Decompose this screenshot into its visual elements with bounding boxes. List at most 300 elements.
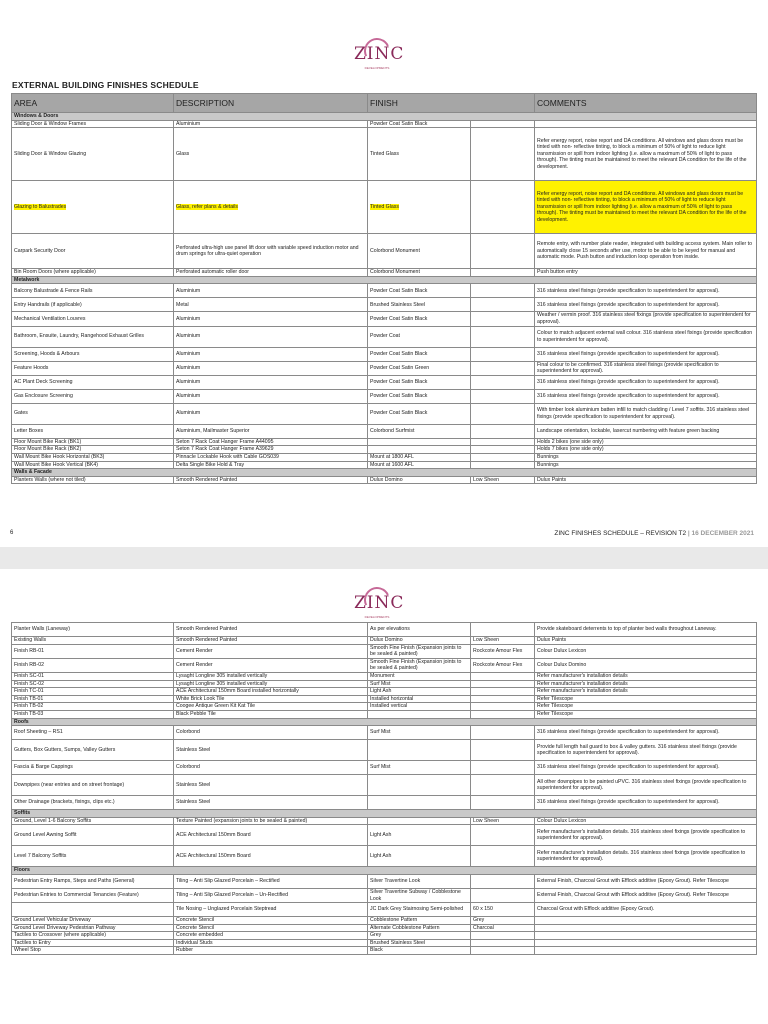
finish-cell: Dulux Domino [368, 476, 471, 484]
comments-cell: Holds 7 bikes (one side only) [535, 446, 757, 454]
description-cell: Aluminium [174, 312, 368, 326]
finish-extra-cell [471, 453, 535, 461]
finish-extra-cell [471, 234, 535, 269]
table-row [12, 637, 757, 645]
finish-extra-cell [471, 347, 535, 361]
comments-cell: Bunnings [535, 453, 757, 461]
finish-extra-cell: Low Sheen [471, 817, 535, 825]
finish-cell: Powder Coat Satin Black [368, 375, 471, 389]
description-cell: Seton 7 Rack Coat Hanger Frame A44095 [174, 438, 368, 446]
description-cell: Aluminium [174, 389, 368, 403]
zinc-logo [354, 587, 405, 627]
table-row [12, 672, 757, 680]
table-row [12, 269, 757, 277]
finish-extra-cell: Low Sheen [471, 476, 535, 484]
finish-extra-cell [471, 424, 535, 438]
logo-text: ZINC [354, 593, 405, 613]
area-cell: Existing Walls [12, 637, 174, 645]
description-cell: Delta Single Bike Hold & Tray [174, 461, 368, 469]
table-row [12, 817, 757, 825]
comments-cell [535, 924, 757, 932]
comments-cell: Colour Dulux Domino [535, 658, 757, 672]
comments-cell: Refer manufacturer's installation details. 316 stainless steel fixings (provide specification to superintendent for approval). [535, 825, 757, 846]
table-row [12, 825, 757, 846]
table-row [12, 703, 757, 711]
table-row [12, 424, 757, 438]
finish-cell: Brushed Stainless Steel [368, 939, 471, 947]
section-header-row [12, 718, 757, 726]
finishes-table-page-2 [11, 622, 757, 955]
table-row [12, 710, 757, 718]
comments-cell: Refer manufacturer's installation details [535, 672, 757, 680]
finish-cell [368, 181, 471, 234]
description-cell: White Brick Look Tile [174, 695, 368, 703]
area-cell [12, 903, 174, 917]
finish-extra-cell [471, 796, 535, 810]
column-header-description: DESCRIPTION [174, 94, 368, 113]
table-row [12, 446, 757, 454]
logo-subtext: DEVELOPMENTS [364, 66, 390, 70]
area-cell [12, 181, 174, 234]
comments-cell: Dulux Paints [535, 637, 757, 645]
description-cell: Cement Render [174, 658, 368, 672]
finish-cell: Smooth Fine Finish (Expansion joints to be sealed & painted) [368, 644, 471, 658]
table-row [12, 234, 757, 269]
area-cell: Ground Level Driveway Pedestrian Pathway [12, 924, 174, 932]
finish-cell: Powder Coat [368, 326, 471, 347]
finish-extra-cell [471, 703, 535, 711]
comments-cell: All other downpipes to be painted uPVC. 316 stainless steel fixings (provide specification to superintendent for approval). [535, 775, 757, 796]
area-cell: Sliding Door & Window Glazing [12, 128, 174, 181]
section-header-row [12, 469, 757, 477]
description-cell: Stainless Steel [174, 775, 368, 796]
comments-cell: 316 stainless steel fixings (provide specification to superintendent for approval). [535, 761, 757, 775]
finish-cell: Surf Mist [368, 761, 471, 775]
section-header-row [12, 276, 757, 284]
comments-cell: Refer manufacturer's installation details [535, 680, 757, 688]
page-number: 6 [10, 530, 14, 536]
table-row [12, 326, 757, 347]
table-row [12, 740, 757, 761]
area-cell: Floor Mount Bike Rack (BK2) [12, 446, 174, 454]
comments-cell: Provide skateboard deterrents to top of planter bed walls throughout Laneway. [535, 623, 757, 637]
description-cell: Tiling – Anti Slip Glazed Porcelain – Un-Rectified [174, 888, 368, 902]
area-cell: Tactiles to Entry [12, 939, 174, 947]
document-page-2 [0, 569, 768, 1024]
area-cell: Sliding Door & Window Frames [12, 120, 174, 128]
finish-cell: Silver Travertine Subway / Cobblestone Look [368, 888, 471, 902]
area-cell: Balcony Balustrade & Fence Rails [12, 284, 174, 298]
table-row [12, 284, 757, 298]
finish-cell: Powder Coat Satin Black [368, 347, 471, 361]
description-cell: ACE Architectural 150mm Board [174, 846, 368, 867]
finish-cell: Alternate Cobblestone Pattern [368, 924, 471, 932]
zinc-logo [354, 38, 405, 78]
finish-extra-cell [471, 672, 535, 680]
description-cell: Rubber [174, 947, 368, 955]
section-header-row [12, 867, 757, 875]
finish-extra-cell [471, 932, 535, 940]
finishes-table-page-1 [11, 93, 757, 484]
area-cell: Finish SC-02 [12, 680, 174, 688]
area-cell: Pedestrian Entries to Commercial Tenancies (Feature) [12, 888, 174, 902]
description-cell [174, 181, 368, 234]
finish-extra-cell: Rockcote Amour Flex [471, 658, 535, 672]
description-cell: Cement Render [174, 644, 368, 658]
finish-cell: Mount at 1600 AFL [368, 461, 471, 469]
finish-cell: Powder Coat Satin Black [368, 312, 471, 326]
finish-extra-cell [471, 446, 535, 454]
comments-cell: Bunnings [535, 461, 757, 469]
comments-cell: Weather / vermin proof. 316 stainless steel fixings (provide specification to superintendent for approval). [535, 312, 757, 326]
finish-cell-highlight: Tinted Glass [370, 203, 399, 210]
section-label: Windows & Doors [12, 113, 757, 121]
finish-cell [368, 710, 471, 718]
finish-cell: Grey [368, 932, 471, 940]
area-cell: Wall Mount Bike Hook Horizontal (BK3) [12, 453, 174, 461]
description-cell: ACE Architectural 150mm Board installed horizontally [174, 688, 368, 696]
finish-extra-cell [471, 710, 535, 718]
comments-cell: Holds 2 bikes (one side only) [535, 438, 757, 446]
finish-extra-cell [471, 695, 535, 703]
finish-cell: As per elevations [368, 623, 471, 637]
section-label: Soffits [12, 810, 757, 818]
comments-cell: 316 stainless steel fixings (provide specification to superintendent for approval). [535, 796, 757, 810]
table-row [12, 644, 757, 658]
finish-cell: Surf Mist [368, 680, 471, 688]
description-cell: Aluminium, Mailmaster Superior [174, 424, 368, 438]
comments-cell: 316 stainless steel fixings (provide specification to superintendent for approval). [535, 375, 757, 389]
description-cell: Tiling – Anti Slip Glazed Porcelain – Rectified [174, 874, 368, 888]
area-cell: Gas Enclosure Screening [12, 389, 174, 403]
area-cell: Ground Level Vehicular Driveway [12, 917, 174, 925]
finish-extra-cell [471, 726, 535, 740]
finish-extra-cell [471, 128, 535, 181]
description-cell: Coogee Antique Green Kit Kat Tile [174, 703, 368, 711]
finish-cell: Brushed Stainless Steel [368, 298, 471, 312]
finish-extra-cell [471, 312, 535, 326]
area-cell-highlight: Glazing to Balustrades [14, 203, 67, 210]
finish-cell: Black [368, 947, 471, 955]
table-row [12, 888, 757, 902]
table-row [12, 312, 757, 326]
comments-cell: Push button entry [535, 269, 757, 277]
comments-cell [535, 939, 757, 947]
comments-cell: Colour Dulux Lexicon [535, 644, 757, 658]
footer-label: ZINC FINISHES SCHEDULE – REVISION T2 [554, 530, 687, 537]
description-cell: Aluminium [174, 347, 368, 361]
finish-cell: Light Ash [368, 825, 471, 846]
description-cell: Smooth Rendered Painted [174, 623, 368, 637]
area-cell: Finish TB-02 [12, 703, 174, 711]
description-cell: Perforated automatic roller door [174, 269, 368, 277]
table-header-row [12, 94, 757, 113]
finish-extra-cell [471, 375, 535, 389]
comments-cell: 316 stainless steel fixings (provide specification to superintendent for approval). [535, 389, 757, 403]
comments-cell: Refer Tilescope [535, 710, 757, 718]
finish-extra-cell [471, 939, 535, 947]
table-row [12, 389, 757, 403]
section-label: Metalwork [12, 276, 757, 284]
table-row [12, 924, 757, 932]
area-cell: Entry Handrails (if applicable) [12, 298, 174, 312]
finish-cell: Powder Coat Satin Black [368, 284, 471, 298]
table-row [12, 874, 757, 888]
section-label: Floors [12, 867, 757, 875]
finish-extra-cell [471, 461, 535, 469]
area-cell: Ground Level Awning Soffit [12, 825, 174, 846]
description-cell: Tile Nosing – Unglazed Porcelain Steptread [174, 903, 368, 917]
finish-extra-cell: Charcoal [471, 924, 535, 932]
finish-extra-cell [471, 438, 535, 446]
finish-extra-cell [471, 284, 535, 298]
finish-cell: Mount at 1800 AFL [368, 453, 471, 461]
comments-cell: Colour Dulux Lexicon [535, 817, 757, 825]
table-row [12, 939, 757, 947]
finish-extra-cell [471, 761, 535, 775]
area-cell: Pedestrian Entry Ramps, Steps and Paths (General) [12, 874, 174, 888]
area-cell: Bathroom, Ensuite, Laundry, Rangehood Exhaust Grilles [12, 326, 174, 347]
area-cell: Bin Room Doors (where applicable) [12, 269, 174, 277]
description-cell: Stainless Steel [174, 796, 368, 810]
area-cell: Tactiles to Crossover (where applicable) [12, 932, 174, 940]
finish-extra-cell: Grey [471, 917, 535, 925]
table-row [12, 726, 757, 740]
finish-extra-cell [471, 326, 535, 347]
footer-date: | 16 DECEMBER 2021 [687, 530, 754, 537]
description-cell: Black Pebble Tile [174, 710, 368, 718]
table-row [12, 120, 757, 128]
comments-cell: External Finish, Charcoal Grout with Efflock additive (Epoxy Grout). Refer Tilescope [535, 888, 757, 902]
area-cell: Finish TC-01 [12, 688, 174, 696]
description-cell: Glass [174, 128, 368, 181]
description-cell: Texture Painted (expansion joints to be sealed & painted) [174, 817, 368, 825]
finish-extra-cell [471, 298, 535, 312]
page-footer [554, 530, 754, 537]
finish-cell [368, 817, 471, 825]
section-header-row [12, 810, 757, 818]
table-row [12, 775, 757, 796]
finish-cell: Powder Coat Satin Black [368, 389, 471, 403]
comments-cell: 316 stainless steel fixings (provide specification to superintendent for approval). [535, 726, 757, 740]
finish-cell [368, 438, 471, 446]
area-cell: Planters Walls (where not tiled) [12, 476, 174, 484]
description-cell: Lysaght Longline 305 installed vertically [174, 680, 368, 688]
comments-cell [535, 932, 757, 940]
comments-cell: Refer Tilescope [535, 695, 757, 703]
comments-cell: Dulux Paints [535, 476, 757, 484]
area-cell: Screening, Hoods & Arbours [12, 347, 174, 361]
comments-cell: Refer energy report, noise report and DA conditions. All windows and glass doors must be tinted with non- reflective tinting, to block a minimum of 50% of light to reduce light transmission or spill from indoor lighting (i.e. allow a maximum of 50% of light to pass through). The tinting must be maintained to meet the relevant DA condition for the life of the development. [535, 128, 757, 181]
description-cell: Pinnacle Lockable Hook with Cable GOS039 [174, 453, 368, 461]
logo-subtext: DEVELOPMENTS [364, 615, 390, 619]
finish-extra-cell [471, 874, 535, 888]
table-row [12, 375, 757, 389]
finish-cell [368, 446, 471, 454]
logo-text: ZINC [354, 44, 405, 64]
comments-cell: Refer energy report, noise report and DA conditions. All windows and glass doors must be tinted with non- reflective tinting, to block a minimum of 50% of light to reduce light transmission or spill from indoor lighting (i.e. allow a maximum of 50% of light to pass through). The tinting must be maintained to meet the relevant DA condition for the life of the development. [535, 181, 757, 234]
area-cell: Gates [12, 403, 174, 424]
description-cell: Colorbond [174, 761, 368, 775]
comments-cell: With timber look aluminium batten infill to match cladding / Level 7 soffits. 316 stainless steel fixings (provide specification to superintendent for approval). [535, 403, 757, 424]
table-row [12, 181, 757, 234]
document-title: EXTERNAL BUILDING FINISHES SCHEDULE [12, 80, 199, 90]
description-cell: Aluminium [174, 326, 368, 347]
area-cell: Roof Sheeting – RS1 [12, 726, 174, 740]
table-row [12, 476, 757, 484]
finish-extra-cell [471, 623, 535, 637]
column-header-comments: COMMENTS [535, 94, 757, 113]
table-row [12, 298, 757, 312]
comments-cell: Refer manufacturer's installation details [535, 688, 757, 696]
finish-cell: Silver Travertine Look [368, 874, 471, 888]
finish-cell: Colorbond Monument [368, 234, 471, 269]
finish-cell: Cobblestone Pattern [368, 917, 471, 925]
area-cell: Finish RB-01 [12, 644, 174, 658]
description-cell: Aluminium [174, 403, 368, 424]
description-cell: Aluminium [174, 284, 368, 298]
finish-extra-cell [471, 120, 535, 128]
description-cell: Aluminium [174, 120, 368, 128]
area-cell: Planter Walls (Laneway) [12, 623, 174, 637]
finish-cell: Powder Coat Satin Green [368, 361, 471, 375]
comments-cell: Landscape orientation, lockable, lasercut numbering with feature green backing [535, 424, 757, 438]
finish-cell: Light Ash [368, 846, 471, 867]
comments-cell: Colour to match adjacent external wall colour. 316 stainless steel fixings (provide specification to superintendent for approval). [535, 326, 757, 347]
description-cell: Smooth Rendered Painted [174, 637, 368, 645]
table-row [12, 688, 757, 696]
comments-cell: Final colour to be confirmed. 316 stainless steel fixings (provide specification to superintendent for approval). [535, 361, 757, 375]
finish-cell: Colorbond Surfmist [368, 424, 471, 438]
comments-cell: 316 stainless steel fixings (provide specification to superintendent for approval). [535, 298, 757, 312]
finish-extra-cell [471, 775, 535, 796]
finish-extra-cell [471, 403, 535, 424]
finish-cell: Surf Mist [368, 726, 471, 740]
table-row [12, 623, 757, 637]
area-cell: Finish SC-01 [12, 672, 174, 680]
table-row [12, 796, 757, 810]
description-cell: Individual Studs [174, 939, 368, 947]
finish-cell: Tinted Glass [368, 128, 471, 181]
area-cell: Wheel Stop [12, 947, 174, 955]
area-cell: Feature Hoods [12, 361, 174, 375]
area-cell: Letter Boxes [12, 424, 174, 438]
comments-cell [535, 120, 757, 128]
finish-cell: Monument [368, 672, 471, 680]
finish-extra-cell [471, 846, 535, 867]
table-row [12, 761, 757, 775]
area-cell: Level 7 Balcony Soffits [12, 846, 174, 867]
finish-cell: Smooth Fine Finish (Expansion joints to be sealed & painted) [368, 658, 471, 672]
comments-cell: Charcoal Grout with Efflock additive (Epoxy Grout). [535, 903, 757, 917]
table-row [12, 658, 757, 672]
finish-extra-cell [471, 269, 535, 277]
comments-cell: External Finish, Charcoal Grout with Efflock additive (Epoxy Grout). Refer Tilescope [535, 874, 757, 888]
finish-cell: Installed horizontal [368, 695, 471, 703]
finish-extra-cell [471, 389, 535, 403]
table-row [12, 917, 757, 925]
table-row [12, 903, 757, 917]
finish-cell: Light Ash [368, 688, 471, 696]
finish-extra-cell [471, 825, 535, 846]
section-label: Roofs [12, 718, 757, 726]
finish-cell: JC Dark Grey Stairnosing Semi-polished [368, 903, 471, 917]
area-cell: Floor Mount Bike Rack (BK1) [12, 438, 174, 446]
finish-extra-cell [471, 181, 535, 234]
finish-extra-cell [471, 947, 535, 955]
comments-cell: Remote entry, with number plate reader, integrated with building access system. Main roller to automatically close 15 seconds after use, motor to be able to be keyed for manual and automatic mode. Push button and induction loop operation from inside. [535, 234, 757, 269]
finish-cell: Dulux Domino [368, 637, 471, 645]
comments-cell: Refer manufacturer's installation details. 316 stainless steel fixings (provide specification to superintendent for approval). [535, 846, 757, 867]
finish-cell: Installed vertical [368, 703, 471, 711]
finish-cell [368, 796, 471, 810]
table-row [12, 695, 757, 703]
description-cell: Aluminium [174, 361, 368, 375]
finish-cell: Powder Coat Satin Black [368, 120, 471, 128]
finish-cell: Powder Coat Satin Black [368, 403, 471, 424]
description-cell: Stainless Steel [174, 740, 368, 761]
section-label: Walls & Facade [12, 469, 757, 477]
finish-cell [368, 775, 471, 796]
description-cell: Concrete Stencil [174, 917, 368, 925]
table-row [12, 947, 757, 955]
comments-cell: Refer Tilescope [535, 703, 757, 711]
area-cell: Ground, Level 1-6 Balcony Soffits [12, 817, 174, 825]
description-cell: ACE Architectural 150mm Board [174, 825, 368, 846]
area-cell: Gutters, Box Gutters, Sumps, Valley Gutters [12, 740, 174, 761]
section-header-row [12, 113, 757, 121]
description-cell: Colorbond [174, 726, 368, 740]
table-row [12, 438, 757, 446]
description-cell: Aluminium [174, 375, 368, 389]
finish-cell [368, 740, 471, 761]
finish-cell: Colorbond Monument [368, 269, 471, 277]
comments-cell: Provide full length hail guard to box & valley gutters. 316 stainless steel fixings (provide specification to superintendent for approval). [535, 740, 757, 761]
table-row [12, 932, 757, 940]
area-cell: Downpipes (near entries and on street frontage) [12, 775, 174, 796]
comments-cell [535, 917, 757, 925]
column-header-area: AREA [12, 94, 174, 113]
column-header-finish: FINISH [368, 94, 535, 113]
table-row [12, 846, 757, 867]
finish-extra-cell [471, 888, 535, 902]
finish-extra-cell [471, 740, 535, 761]
page-separator [0, 547, 768, 569]
comments-cell: 316 stainless steel fixings (provide specification to superintendent for approval). [535, 347, 757, 361]
description-cell: Metal [174, 298, 368, 312]
table-row [12, 453, 757, 461]
table-row [12, 461, 757, 469]
description-cell-highlight: Glass, refer plans & details [176, 203, 238, 210]
area-cell: AC Plant Deck Screening [12, 375, 174, 389]
area-cell: Finish RB-02 [12, 658, 174, 672]
finish-extra-cell [471, 680, 535, 688]
finish-extra-cell: Low Sheen [471, 637, 535, 645]
comments-cell [535, 947, 757, 955]
finish-extra-cell: Rockcote Amour Flex [471, 644, 535, 658]
description-cell: Seton 7 Rack Coat Hanger Frame A39629 [174, 446, 368, 454]
table-row [12, 128, 757, 181]
finish-extra-cell [471, 361, 535, 375]
table-row [12, 403, 757, 424]
area-cell: Carpark Security Door [12, 234, 174, 269]
area-cell: Wall Mount Bike Hook Vertical (BK4) [12, 461, 174, 469]
comments-cell: 316 stainless steel fixings (provide specification to superintendent for approval). [535, 284, 757, 298]
finish-extra-cell: 60 x 150 [471, 903, 535, 917]
area-cell: Fascia & Barge Cappings [12, 761, 174, 775]
description-cell: Lysaght Longline 305 installed vertically [174, 672, 368, 680]
area-cell: Finish TB-01 [12, 695, 174, 703]
